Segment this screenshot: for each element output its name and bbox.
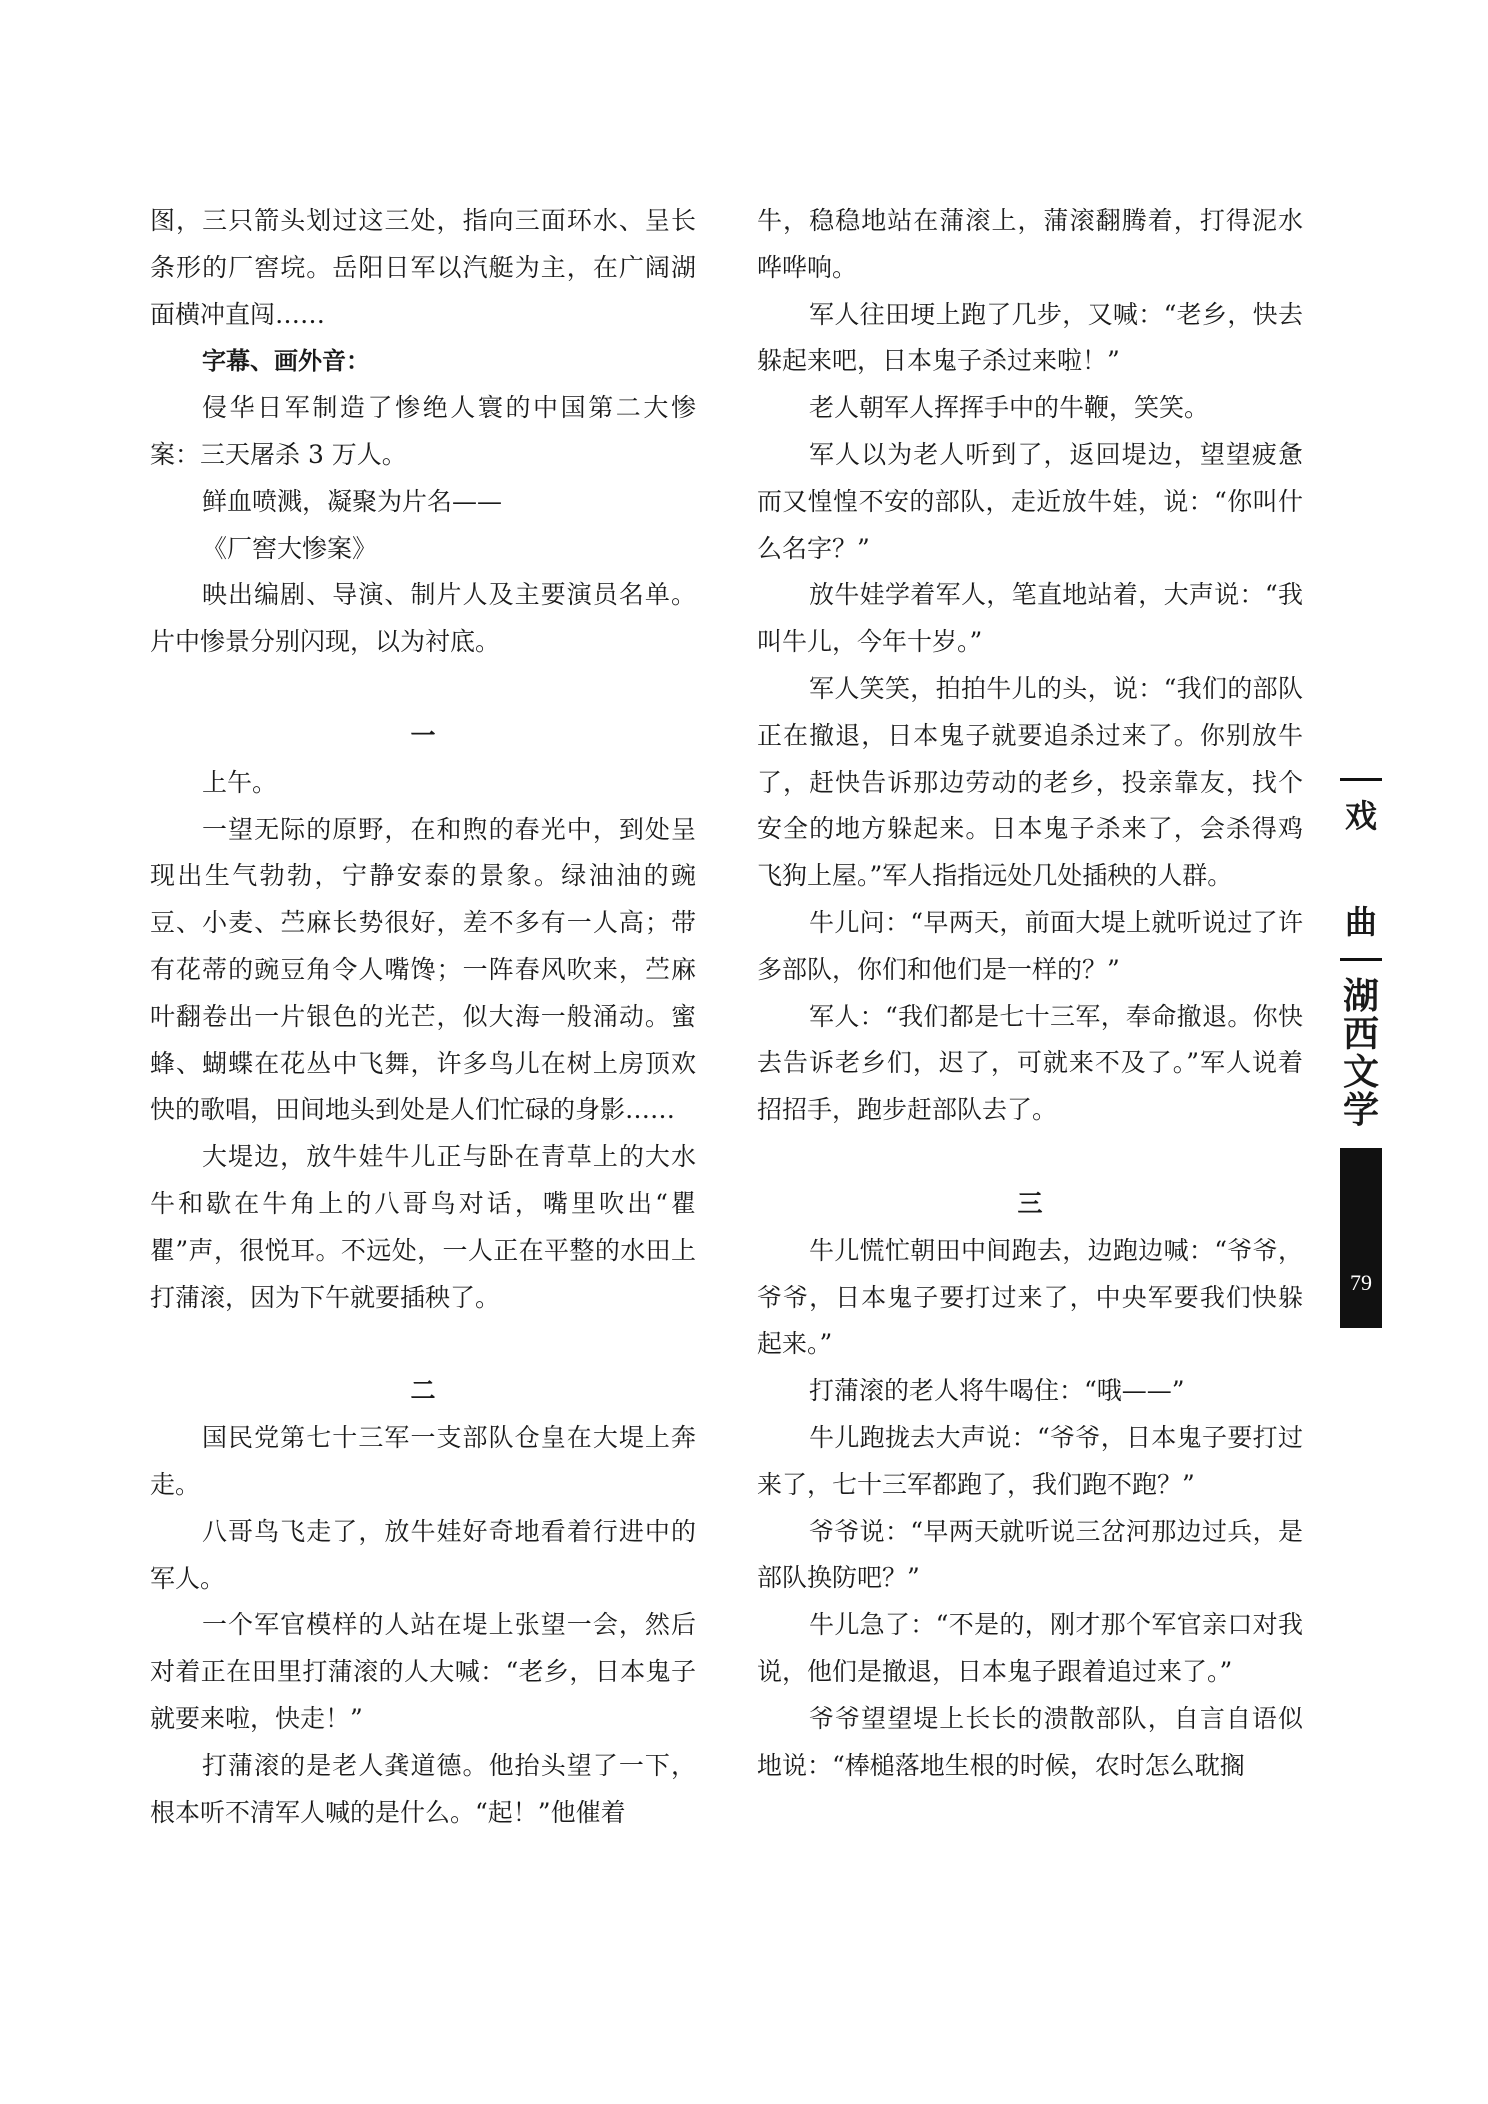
body-paragraph: 牛儿急了：“不是的，刚才那个军官亲口对我说，他们是撤退，日本鬼子跟着追过来了。”: [757, 1610, 1303, 1686]
body-paragraph: 牛儿跑拢去大声说：“爷爷，日本鬼子要打过来了，七十三军都跑了，我们跑不跑？”: [757, 1422, 1303, 1499]
section-heading-1: 一: [410, 720, 436, 750]
body-paragraph: 一望无际的原野，在和煦的春光中，到处呈现出生气勃勃，宁静安泰的景象。绿油油的豌豆、小麦、苎麻长势很好，差不多有一人高；带有花蒂的豌豆角令人嘴馋；一阵春风吹来，苎麻叶翻卷出一片银色的光芒，似大海一般涌动。蜜蜂、蝴蝶在花丛中飞舞，许多鸟儿在树上房顶欢快的歌唱，田间地头到处是人们忙碌的身影……: [150, 814, 696, 1125]
category-label-char: 戏: [1344, 797, 1377, 835]
body-paragraph: 国民党第七十三军一支部队仓皇在大堤上奔走。: [150, 1423, 696, 1499]
caption-paragraph: 映出编剧、导演、制片人及主要演员名单。片中惨景分别闪现，以为衬底。: [150, 580, 696, 657]
journal-logo-char: 西: [1342, 1013, 1379, 1055]
body-paragraph: 打蒲滚的老人将牛喝住：“哦——”: [809, 1376, 1185, 1406]
body-paragraph: 爷爷望望堤上长长的溃散部队，自言自语似地说：“棒槌落地生根的时候，农时怎么耽搁: [757, 1703, 1303, 1780]
body-paragraph: 八哥鸟飞走了，放牛娃好奇地看着行进中的军人。: [150, 1516, 696, 1593]
top-rule: [1340, 778, 1382, 781]
body-paragraph: 牛，稳稳地站在蒲滚上，蒲滚翻腾着，打得泥水哗哗响。: [757, 206, 1303, 282]
body-paragraph: 放牛娃学着军人，笔直地站着，大声说：“我叫牛儿，今年十岁。”: [757, 580, 1303, 657]
page-number-block: [1340, 1148, 1382, 1328]
journal-logo-char: 湖: [1342, 975, 1379, 1017]
page-number: 79: [1350, 1270, 1372, 1295]
caption-paragraph: 侵华日军制造了惨绝人寰的中国第二大惨案：三天屠杀 3 万人。: [150, 393, 696, 469]
left-text-column: [150, 198, 696, 1836]
middle-rule: [1340, 958, 1382, 961]
body-paragraph: 军人往田埂上跑了几步，又喊：“老乡，快去躲起来吧，日本鬼子杀过来啦！”: [757, 299, 1303, 376]
body-paragraph: 军人以为老人听到了，返回堤边，望望疲惫而又惶惶不安的部队，走近放牛娃，说：“你叫什么名字？”: [757, 439, 1303, 563]
section-heading-3: 三: [1017, 1188, 1043, 1218]
journal-logo-char: 学: [1342, 1089, 1379, 1131]
right-text-column: [757, 198, 1303, 1789]
body-paragraph: 大堤边，放牛娃牛儿正与卧在青草上的大水牛和歇在牛角上的八哥鸟对话，嘴里吹出“瞿瞿”声，很悦耳。不远处，一人正在平整的水田上打蒲滚，因为下午就要插秧了。: [150, 1142, 696, 1312]
section-heading-2: 二: [410, 1376, 436, 1406]
body-paragraph: 牛儿慌忙朝田中间跑去，边跑边喊：“爷爷，爷爷，日本鬼子要打过来了，中央军要我们快躲起来。”: [757, 1235, 1303, 1359]
caption-paragraph: 鲜血喷溅，凝聚为片名——: [202, 486, 503, 516]
category-label-char: 曲: [1344, 903, 1377, 941]
intro-paragraph: 图，三只箭头划过这三处，指向三面环水、呈长条形的厂窖垸。岳阳日军以汽艇为主，在广阔湖面横冲直闯……: [150, 206, 696, 329]
film-title: 《厂窖大惨案》: [202, 533, 378, 563]
body-paragraph: 打蒲滚的是老人龚道德。他抬头望了一下，根本听不清军人喊的是什么。“起！”他催着: [150, 1750, 696, 1827]
journal-logo-char: 文: [1342, 1051, 1379, 1093]
body-paragraph: 一个军官模样的人站在堤上张望一会，然后对着正在田里打蒲滚的人大喊：“老乡，日本鬼子就要来啦，快走！”: [150, 1610, 696, 1733]
side-margin-tab: [1340, 0, 1382, 1330]
caption-heading: 字幕、画外音：: [202, 347, 370, 376]
body-paragraph: 军人笑笑，拍拍牛儿的头，说：“我们的部队正在撤退，日本鬼子就要追杀过来了。你别放牛了，赶快告诉那边劳动的老乡，投亲靠友，找个安全的地方躲起来。日本鬼子杀来了，会杀得鸡飞狗上屋。”军人指指远处几处插秧的人群。: [757, 673, 1303, 891]
body-paragraph: 老人朝军人挥挥手中的牛鞭，笑笑。: [809, 393, 1210, 423]
body-paragraph: 爷爷说：“早两天就听说三岔河那边过兵，是部队换防吧？”: [757, 1516, 1303, 1593]
body-paragraph: 牛儿问：“早两天，前面大堤上就听说过了许多部队，你们和他们是一样的？”: [757, 907, 1303, 984]
body-paragraph: 军人：“我们都是七十三军，奉命撤退。你快去告诉老乡们，迟了，可就来不及了。”军人说着招招手，跑步赶部队去了。: [757, 1001, 1303, 1125]
body-paragraph: 上午。: [202, 767, 278, 797]
